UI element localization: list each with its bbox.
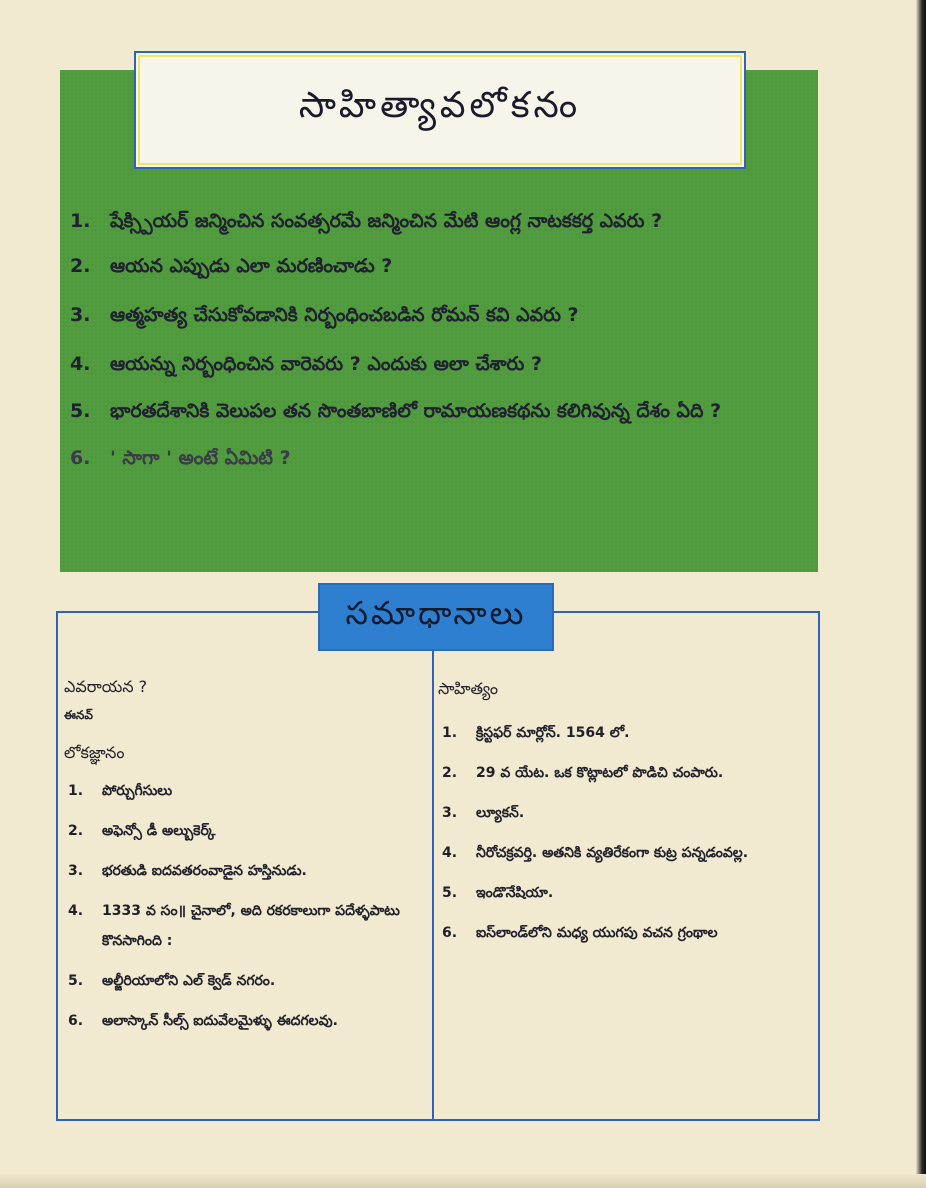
question-number: 2. xyxy=(70,255,91,277)
question-number: 5. xyxy=(70,400,91,422)
section-heading-literature: సాహిత్యం xyxy=(438,679,498,698)
answer-list-left xyxy=(64,776,426,1036)
question-number: 6. xyxy=(70,447,91,469)
question-item xyxy=(70,395,810,428)
answers-title: సమాధానాలు xyxy=(345,594,527,632)
answer-text: నీరోచక్రవర్తి. అతనికి వ్యతిరేకంగా కుట్ర పన్నడంవల్ల. xyxy=(476,845,749,861)
answer-text: భరతుడి ఐదవతరంవాడైన హస్తినుడు. xyxy=(102,863,307,879)
answer-list-right xyxy=(438,718,814,948)
answer-text: అలాస్కాన్ సీల్స్ ఐదువేలమైళ్ళు ఈదగలవు. xyxy=(102,1013,338,1029)
page-edge xyxy=(916,0,926,1188)
section-heading-general-knowledge: లోకజ్ఞానం xyxy=(64,743,125,762)
answers-left-column xyxy=(64,672,426,1046)
answer-item xyxy=(438,718,814,748)
question-item xyxy=(70,348,810,381)
answer-item xyxy=(438,758,814,788)
question-number: 1. xyxy=(70,210,91,232)
answer-text: ల్యూకన్. xyxy=(476,805,525,821)
question-item xyxy=(70,205,810,238)
answer-number: 4. xyxy=(442,845,458,861)
answer-number: 3. xyxy=(68,863,84,879)
question-text: భారతదేశానికి వెలుపల తన సొంతబాణిలో రామాయణకథను కలిగివున్న దేశం ఏది ? xyxy=(110,400,722,422)
answer-item xyxy=(64,776,426,806)
answer-number: 2. xyxy=(68,823,84,839)
question-text: ' సాగా ' అంటే ఏమిటి ? xyxy=(110,447,291,469)
page-bottom-edge xyxy=(0,1174,926,1188)
answer-number: 2. xyxy=(442,765,458,781)
question-item xyxy=(70,442,810,475)
question-number: 3. xyxy=(70,304,91,326)
answer-text: అల్జీరియాలోని ఎల్ క్వెడ్ నగరం. xyxy=(102,973,276,989)
question-list xyxy=(70,205,810,475)
answer-text: ఐస్‌లాండ్‌లోని మధ్య యుగపు వచన గ్రంథాల xyxy=(476,925,718,941)
question-text: షేక్స్పియర్ జన్మించిన సంవత్సరమే జన్మించిన మేటి ఆంగ్ల నాటకకర్త ఎవరు ? xyxy=(110,210,663,232)
answer-number: 1. xyxy=(68,783,84,799)
quiz-title: సాహిత్యావలోకనం xyxy=(298,85,582,126)
question-number: 4. xyxy=(70,353,91,375)
answer-item xyxy=(64,856,426,886)
answer-number: 4. xyxy=(68,903,84,919)
answer-number: 3. xyxy=(442,805,458,821)
section-subheading: ఈనవ్ xyxy=(64,708,93,722)
question-item xyxy=(70,299,810,332)
answer-text: అఫెన్సో డీ అల్బుకెర్క్ xyxy=(102,823,216,839)
answer-item xyxy=(64,896,426,956)
question-text: ఆయన్ను నిర్బంధించిన వారెవరు ? ఎందుకు అలా చేశారు ? xyxy=(110,353,543,375)
answer-item xyxy=(438,878,814,908)
answer-text: పోర్చుగీసులు xyxy=(102,783,173,799)
answer-number: 6. xyxy=(442,925,458,941)
question-text: ఆయన ఎప్పుడు ఎలా మరణించాడు ? xyxy=(110,255,393,277)
answer-text: 1333 వ సం॥ చైనాలో, అది రకరకాలుగా పదేళ్ళపాటు కొనసాగింది : xyxy=(102,903,400,949)
section-heading-who: ఎవరాయన ? xyxy=(64,677,148,696)
answers-title-box xyxy=(320,585,552,649)
answer-item xyxy=(64,966,426,996)
answer-text: క్రిస్టఫర్ మార్లోన్. 1564 లో. xyxy=(476,725,630,741)
answers-right-column xyxy=(438,674,814,958)
answer-item xyxy=(438,838,814,868)
answer-number: 6. xyxy=(68,1013,84,1029)
answer-number: 5. xyxy=(68,973,84,989)
answer-number: 1. xyxy=(442,725,458,741)
column-divider xyxy=(432,644,434,1121)
answer-item xyxy=(438,918,814,948)
question-text: ఆత్మహత్య చేసుకోవడానికి నిర్బంధించబడిన రోమన్ కవి ఎవరు ? xyxy=(110,304,579,326)
answer-text: ఇండొనేషియా. xyxy=(476,885,554,901)
question-item xyxy=(70,250,810,283)
answer-number: 5. xyxy=(442,885,458,901)
answer-item xyxy=(438,798,814,828)
answer-item xyxy=(64,816,426,846)
answer-item xyxy=(64,1006,426,1036)
quiz-title-box xyxy=(134,51,746,169)
answer-text: 29 వ యేట. ఒక కొట్లాటలో పొడిచి చంపారు. xyxy=(476,765,724,781)
